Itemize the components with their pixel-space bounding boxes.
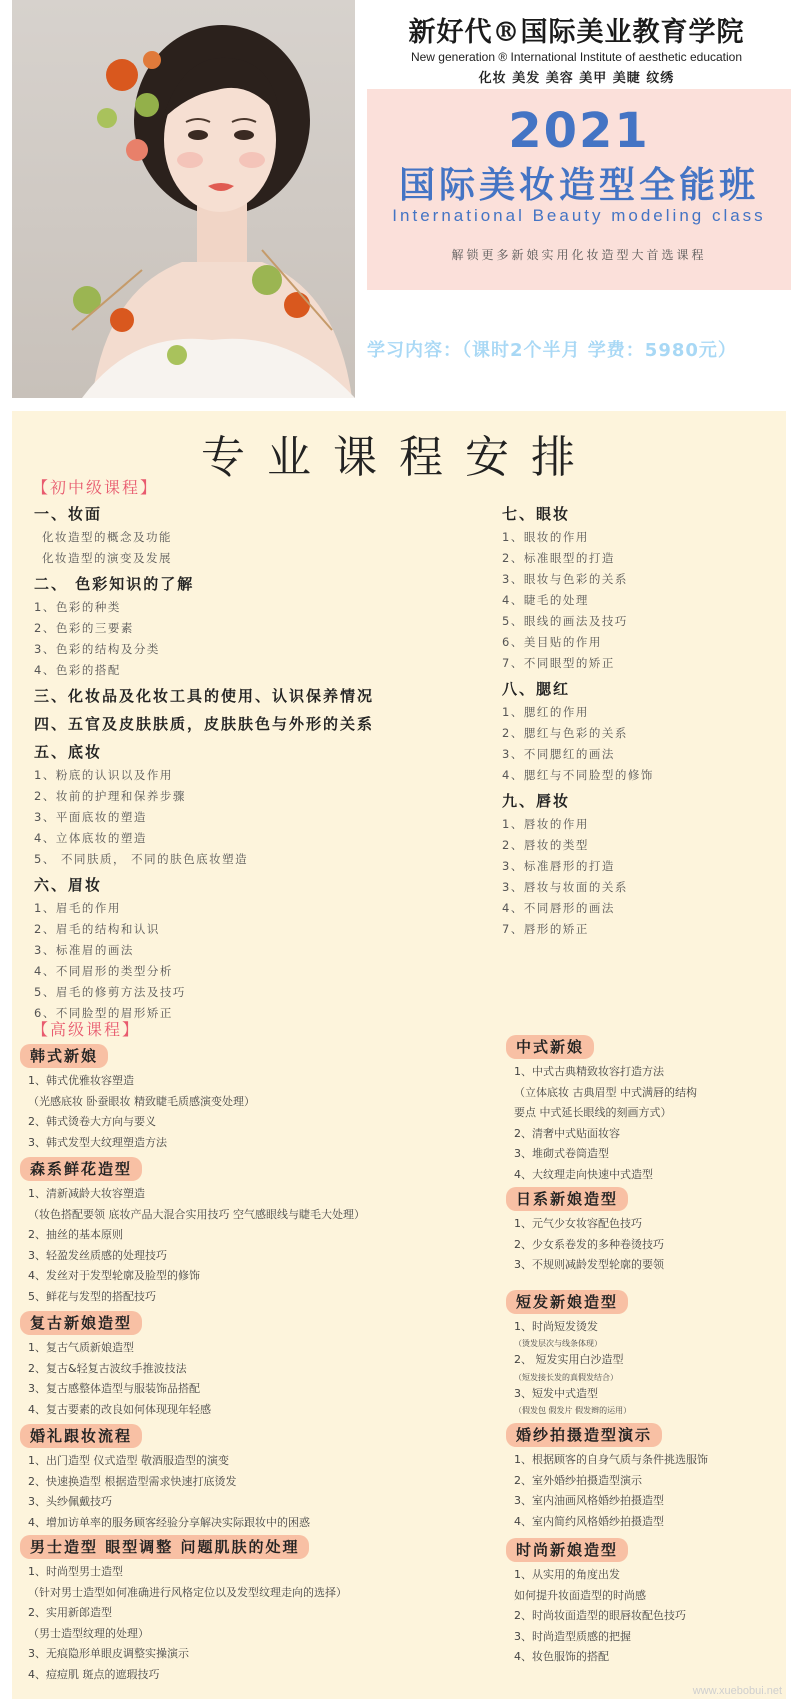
- module-item: 2、时尚妆面造型的眼唇妆配色技巧: [514, 1609, 686, 1622]
- advanced-module: [506, 1290, 782, 1418]
- course-module: [34, 571, 474, 681]
- module-pill-title: 复古新娘造型: [20, 1311, 142, 1335]
- module-item: 化妆造型的演变及发展: [42, 551, 172, 565]
- promo-desc: 解锁更多新娘实用化妆造型大首选课程: [451, 248, 707, 262]
- course-title: 专业课程安排: [201, 432, 597, 483]
- module-title: 七、眼妆: [502, 505, 571, 523]
- module-item: 3、眼妆与色彩的关系: [502, 572, 628, 586]
- course-module: [502, 788, 782, 940]
- module-pill-row: [20, 1535, 500, 1559]
- advanced-level-label: 【高级课程】: [32, 1020, 141, 1039]
- module-item: 1、时尚型男士造型: [28, 1565, 123, 1578]
- module-item: 2、唇妆的类型: [502, 838, 589, 852]
- module-item: （短发接长发的真假发结合）: [514, 1372, 618, 1382]
- advanced-module: [20, 1044, 500, 1153]
- module-item: 3、不同腮红的画法: [502, 747, 615, 761]
- advanced-module: [506, 1035, 782, 1185]
- module-item: 2、韩式烫卷大方向与要义: [28, 1115, 156, 1128]
- model-photo: [12, 0, 355, 398]
- module-pill-title: 男士造型 眼型调整 问题肌肤的处理: [20, 1535, 309, 1559]
- module-item: 3、平面底妆的塑造: [34, 810, 147, 824]
- module-pill-title: 中式新娘: [506, 1035, 594, 1059]
- module-item: 6、不同脸型的眉形矫正: [34, 1006, 173, 1020]
- advanced-right-column: [506, 1035, 782, 1672]
- module-item: 2、少女系卷发的多种卷烫技巧: [514, 1237, 664, 1251]
- module-title: 二、 色彩知识的了解: [34, 575, 195, 593]
- course-section: [12, 411, 786, 1699]
- module-item: 3、标准眉的画法: [34, 943, 134, 957]
- module-item: 2、眉毛的结构和认识: [34, 922, 160, 936]
- module-item: 4、不同唇形的画法: [502, 901, 615, 915]
- module-item: （妆色搭配要领 底妆产品大混合实用技巧 空气感眼线与睫毛大处理）: [28, 1207, 365, 1221]
- module-item: 2、实用新郎造型: [28, 1606, 112, 1619]
- module-item: 1、出门造型 仪式造型 敬酒服造型的演变: [28, 1454, 229, 1467]
- module-item: （烫发层次与线条体现）: [514, 1339, 602, 1348]
- advanced-module: [20, 1157, 500, 1307]
- promo-title-en: International Beauty modeling class: [392, 206, 766, 225]
- module-title: 六、眉妆: [34, 876, 103, 894]
- module-item: 1、眉毛的作用: [34, 901, 121, 915]
- module-item: 4、增加访单率的服务顾客经验分享解决实际跟妆中的困惑: [28, 1515, 310, 1529]
- module-pill-title: 时尚新娘造型: [506, 1538, 628, 1562]
- school-subjects: 化妆 美发 美容 美甲 美睫 纹绣: [478, 71, 675, 86]
- study-info: 学习内容：（课时2个半月 学费：5980元）: [367, 340, 737, 361]
- module-item: （光感底妆 卧蚕眼妆 精致睫毛质感演变处理）: [28, 1094, 255, 1108]
- module-item: 4、不同眉形的类型分析: [34, 964, 173, 978]
- module-pill-row: [20, 1044, 500, 1068]
- course-module: [34, 739, 474, 870]
- module-pill-row: [506, 1538, 782, 1562]
- module-item: 2、妆前的护理和保养步骤: [34, 789, 186, 803]
- module-item: 2、色彩的三要素: [34, 621, 134, 635]
- course-module: [502, 501, 782, 674]
- module-pill-row: [506, 1035, 782, 1059]
- module-item: 1、从实用的角度出发: [514, 1568, 620, 1581]
- advanced-module: [506, 1187, 782, 1276]
- module-pill-title: 韩式新娘: [20, 1044, 108, 1068]
- module-item: 4、痘痘肌 斑点的遮瑕技巧: [28, 1667, 160, 1681]
- module-item: 1、唇妆的作用: [502, 817, 589, 831]
- course-module: [34, 683, 474, 709]
- module-item: 1、清新减龄大妆容塑造: [28, 1187, 145, 1200]
- module-pill-title: 短发新娘造型: [506, 1290, 628, 1314]
- module-item: 4、发丝对于发型轮廓及脸型的修饰: [28, 1269, 200, 1282]
- advanced-left-column: [20, 1044, 500, 1689]
- module-item: 3、无痕隐形单眼皮调整实操演示: [28, 1647, 189, 1660]
- module-item: 5、 不同肤质， 不同的肤色底妆塑造: [34, 852, 249, 866]
- advanced-module: [506, 1538, 782, 1668]
- module-item: 2、复古&轻复古波纹手推波技法: [28, 1361, 187, 1375]
- module-item: （针对男士造型如何准确进行风格定位以及发型纹理走向的选择）: [28, 1585, 347, 1599]
- module-item: 7、唇形的矫正: [502, 922, 589, 936]
- advanced-module: [506, 1423, 782, 1532]
- module-title: 五、底妆: [34, 743, 103, 761]
- module-item: 4、妆色服饰的搭配: [514, 1650, 609, 1663]
- module-title: 九、唇妆: [502, 792, 571, 810]
- course-module: [34, 501, 474, 569]
- basic-left-column: [34, 501, 474, 1026]
- module-item: 1、元气少女妆容配色技巧: [514, 1217, 642, 1230]
- module-item: 2、 短发实用白沙造型: [514, 1353, 624, 1366]
- module-item: 3、复古感整体造型与服装饰品搭配: [28, 1382, 200, 1395]
- module-pill-title: 婚纱拍摄造型演示: [506, 1423, 662, 1447]
- module-pill-row: [20, 1157, 500, 1181]
- module-item: 4、大纹理走向快速中式造型: [514, 1167, 653, 1181]
- module-item: 3、韩式发型大纹理塑造方法: [28, 1135, 167, 1149]
- module-item: 2、抽丝的基本原则: [28, 1228, 123, 1241]
- module-pill-row: [506, 1187, 782, 1211]
- module-item: 2、清奢中式贴面妆容: [514, 1126, 620, 1140]
- module-item: 4、睫毛的处理: [502, 593, 589, 607]
- module-pill-row: [20, 1424, 500, 1448]
- module-pill-title: 婚礼跟妆流程: [20, 1424, 142, 1448]
- advanced-module: [20, 1424, 500, 1533]
- module-item: 1、色彩的种类: [34, 600, 121, 614]
- school-header: [355, 10, 798, 86]
- module-item: 7、不同眼型的矫正: [502, 656, 615, 670]
- school-name-en: New generation ® International Institute of aesthetic education: [410, 50, 743, 64]
- module-item: 5、眉毛的修剪方法及技巧: [34, 985, 186, 999]
- module-item: 3、室内油画风格婚纱拍摄造型: [514, 1494, 664, 1507]
- module-title: 三、化妆品及化妆工具的使用、认识保养情况: [34, 687, 375, 705]
- module-item: 如何提升妆面造型的时尚感: [514, 1588, 646, 1602]
- module-item: （立体底妆 古典眉型 中式满唇的结构: [514, 1085, 697, 1099]
- module-item: 3、堆砌式卷筒造型: [514, 1147, 609, 1160]
- module-item: 1、腮红的作用: [502, 705, 589, 719]
- module-title: 一、妆面: [34, 505, 103, 523]
- module-item: 5、鲜花与发型的搭配技巧: [28, 1289, 156, 1303]
- course-module: [34, 711, 474, 737]
- module-item: 3、标准唇形的打造: [502, 859, 615, 873]
- module-item: 3、色彩的结构及分类: [34, 642, 160, 656]
- advanced-module: [20, 1311, 500, 1420]
- module-item: 1、中式古典精致妆容打造方法: [514, 1065, 664, 1078]
- promo-year: 2021: [508, 103, 650, 159]
- module-item: 4、色彩的搭配: [34, 663, 121, 677]
- advanced-module: [20, 1535, 500, 1685]
- module-title: 八、腮红: [502, 680, 571, 698]
- module-item: 2、腮红与色彩的关系: [502, 726, 628, 740]
- module-pill-title: 日系新娘造型: [506, 1187, 628, 1211]
- module-item: 3、头纱佩戴技巧: [28, 1495, 112, 1508]
- basic-level-label: 【初中级课程】: [32, 478, 159, 497]
- module-item: 3、轻盈发丝质感的处理技巧: [28, 1248, 167, 1262]
- module-item: 3、时尚造型质感的把握: [514, 1629, 631, 1643]
- module-item: （男士造型纹理的处理）: [28, 1626, 149, 1640]
- watermark: www.xuebobui.net: [692, 1685, 782, 1697]
- school-name: 新好代®国际美业教育学院: [408, 17, 745, 48]
- course-module: [502, 676, 782, 786]
- module-item: 4、复古要素的改良如何体现现年轻感: [28, 1402, 211, 1416]
- promo-title: 国际美妆造型全能班: [398, 165, 759, 206]
- module-item: 1、复古气质新娘造型: [28, 1341, 134, 1354]
- module-pill-row: [506, 1423, 782, 1447]
- module-item: 化妆造型的概念及功能: [42, 530, 172, 544]
- module-item: 1、粉底的认识以及作用: [34, 768, 173, 782]
- module-item: 4、立体底妆的塑造: [34, 831, 147, 845]
- module-pill-row: [506, 1290, 782, 1314]
- model-illustration: [12, 0, 355, 398]
- module-item: （假发包 假发片 假发辫的运用）: [514, 1406, 632, 1415]
- basic-right-column: [502, 501, 782, 942]
- module-item: 2、快速换造型 根据造型需求快速打底烫发: [28, 1474, 237, 1488]
- module-item: 1、根据顾客的自身气质与条件挑选服饰: [514, 1453, 708, 1466]
- module-item: 3、短发中式造型: [514, 1386, 598, 1400]
- module-pill-title: 森系鲜花造型: [20, 1157, 142, 1181]
- module-item: 5、眼线的画法及技巧: [502, 614, 628, 628]
- module-item: 2、室外婚纱拍摄造型演示: [514, 1473, 642, 1487]
- module-item: 3、不规则减龄发型轮廓的要领: [514, 1258, 664, 1271]
- module-item: 1、韩式优雅妆容塑造: [28, 1074, 134, 1087]
- module-item: 1、眼妆的作用: [502, 530, 589, 544]
- module-item: 4、室内简约风格婚纱拍摄造型: [514, 1514, 664, 1528]
- module-item: 要点 中式延长眼线的刻画方式）: [514, 1106, 672, 1119]
- course-module: [34, 872, 474, 1024]
- module-item: 1、时尚短发烫发: [514, 1319, 598, 1333]
- promo-box: [367, 89, 791, 290]
- module-item: 3、唇妆与妆面的关系: [502, 880, 628, 894]
- module-item: 6、美目贴的作用: [502, 635, 602, 649]
- module-title: 四、五官及皮肤肤质，皮肤肤色与外形的关系: [34, 715, 375, 733]
- module-item: 4、腮红与不同脸型的修饰: [502, 768, 654, 782]
- module-item: 2、标准眼型的打造: [502, 551, 615, 565]
- module-pill-row: [20, 1311, 500, 1335]
